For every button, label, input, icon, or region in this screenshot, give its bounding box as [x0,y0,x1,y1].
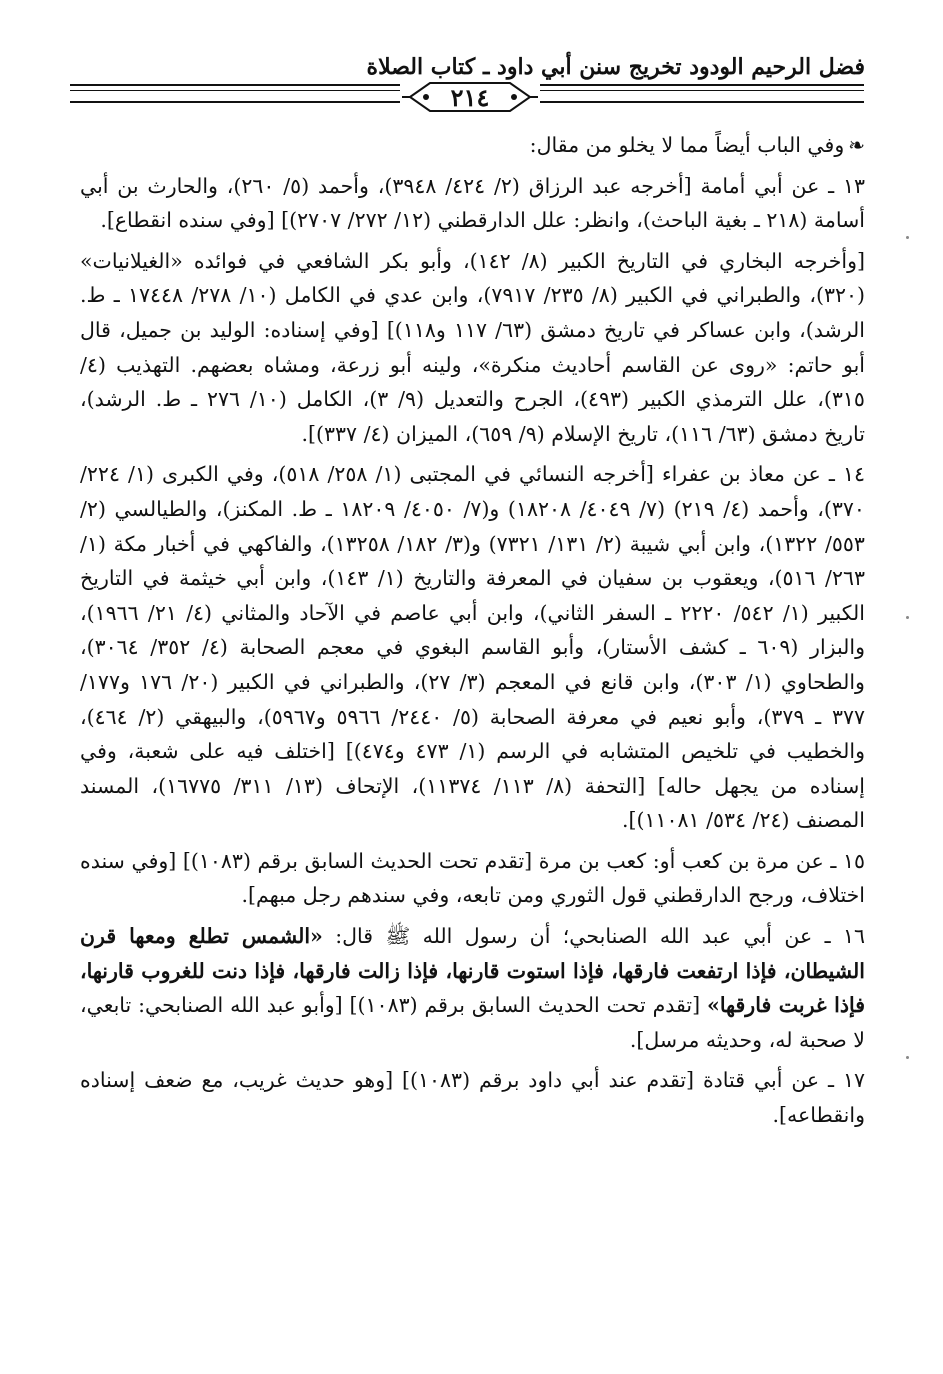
header-rule-right-top [540,90,864,91]
leaf-icon: ❧ [848,133,865,157]
paragraph-text: وفي الباب أيضاً مما لا يخلو من مقال: [529,133,845,157]
page-number-frame [400,80,540,114]
header-rule-top [70,90,400,91]
paragraph-14 [80,457,865,838]
running-header-title: فضل الرحيم الودود تخريج سنن أبي داود ـ كتاب الصلاة [366,54,865,80]
margin-speck [906,236,909,239]
page-number: ٢١٤ [450,82,490,112]
margin-speck [906,616,909,619]
hadith-text: «الشمس تطلع ومعها قرن الشيطان، فإذا ارتفعت فارقها، فإذا استوت قارنها، فإذا زالت فارقها، فإذا دنت للغروب قارنها، فإذا غربت فارقها» [80,924,865,1018]
header-rule-right-bottom [540,101,864,103]
paragraph-text: ١٥ ـ عن مرة بن كعب أو: كعب بن مرة [تقدم تحت الحديث السابق برقم (١٠٨٣)] [وفي سنده اختلاف، ورجح الدارقطني قول الثوري ومن تابعه، وفي سندهم رجل مبهم]. [80,848,865,908]
header-rule-right-top [540,84,864,86]
paragraph-text: ١٦ ـ عن أبي عبد الله الصنابحي؛ أن رسول الله ﷺ قال: [322,924,865,949]
paragraph-text: ١٣ ـ عن أبي أمامة [أخرجه عبد الرزاق (٢/ ٤٢٤/ ٣٩٤٨)، وأحمد (٥/ ٢٦٠)، والحارث بن أبي أسامة (٢١٨ ـ بغية الباحث)، وانظر: علل الدارقطني (١٢/ ٢٧٢/ ٢٧٠٧)] [وفي سنده انقطاع]. [80,173,865,233]
paragraph-15 [80,844,865,913]
header-rule-top [70,84,400,86]
margin-speck [906,1056,909,1059]
paragraph-13-continued [80,244,865,452]
header-rule-bottom [70,101,400,103]
paragraph-text: ١٤ ـ عن معاذ بن عفراء [أخرجه النسائي في المجتبى (١/ ٢٥٨/ ٥١٨)، وفي الكبرى (١/ ٢٢٤/ ٣٧٠)، وأحمد (٤/ ٢١٩) (٧/ ٤٠٤٩/ ١٨٢٠٨) و(٧/ ٤٠٥٠/ ١٨٢٠٩ ـ ط. المكنز)، والطيالسي (٢/ ٥٥٣/ ١٣٢٢)، وابن أبي شيبة (٢/ ١٣١/ ٧٣٢١) و(٣/ ١٨٢/ ١٣٢٥٨)، والفاكهي في أخبار مكة (١/ ٢٦٣/ ٥١٦)، ويعقوب بن سفيان في المعرفة والتاريخ (١/ ١٤٣)، وابن أبي خيثمة في التاريخ الكبير (١/ ٥٤٢/ ٢٢٢٠ ـ السفر الثاني)، وابن أبي عاصم في الآحاد والمثاني (٤/ ٢١/ ١٩٦٦)، والبزار (٦٠٩ ـ كشف الأستار)، وأبو القاسم البغوي في معجم الصحابة (٤/ ٣٥٢/ ٣٠٦٤)، والطحاوي (١/ ٣٠٣)، وابن قانع في المعجم (٣/ ٢٧)، والطبراني في الكبير (٢٠/ ١٧٦ و١٧٧/ ٣٧٧ ـ ٣٧٩)، وأبو نعيم في معرفة الصحابة (٥/ ٢٤٤٠/ ٥٩٦٦ و٥٩٦٧)، والبيهقي (٢/ ٤٦٤)، والخطيب في تلخيص المتشابه في الرسم (١/ ٤٧٣ و٤٧٤)] [اختلف فيه على شعبة، وفي إسناده من يجهل حاله] [التحفة (٨/ ١١٣/ ١١٣٧٤)، الإتحاف (١٣/ ٣١١/ ١٦٧٧٥)، المسند المصنف (٢٤/ ٥٣٤/ ١١٠٨١)]. [80,462,866,833]
paragraph-text: [تقدم تحت الحديث السابق برقم (١٠٨٣)] [وأبو عبد الله الصنابحي: تابعي، لا صحبة له، وحديثه مرسل]. [80,993,865,1052]
paragraph-text: ١٧ ـ عن أبي قتادة [تقدم عند أبي داود برقم (١٠٨٣)] [وهو حديث غريب، مع ضعف إسناده وانقطاعه]. [80,1068,865,1128]
paragraph-13 [80,169,865,238]
paragraph-intro [80,128,865,163]
main-text [80,128,865,1139]
paragraph-text: [وأخرجه البخاري في التاريخ الكبير (٨/ ١٤٢)، وأبو بكر الشافعي في فوائده «الغيلانيات» (٣٢٠)، والطبراني في الكبير (٨/ ٢٣٥/ ٧٩١٧)، وابن عدي في الكامل (١٠/ ٢٧٨/ ١٧٤٤٨ ـ ط. الرشد)، وابن عساكر في تاريخ دمشق (٦٣/ ١١٧ و١١٨)] [وفي إسناده: الوليد بن جميل، قال أبو حاتم: «روى عن القاسم أحاديث منكرة»، ولينه أبو زرعة، ومشاه بعضهم. التهذيب (٤/ ٣١٥)، علل الترمذي الكبير (٤٩٣)، الجرح والتعديل (٩/ ٣)، الكامل (١٠/ ٢٧٦ ـ ط. الرشد)، تاريخ دمشق (٦٣/ ١١٦)، تاريخ الإسلام (٩/ ٦٥٩)، الميزان (٤/ ٣٣٧)]. [80,248,866,446]
paragraph-17 [80,1063,865,1132]
paragraph-16 [80,919,865,1057]
